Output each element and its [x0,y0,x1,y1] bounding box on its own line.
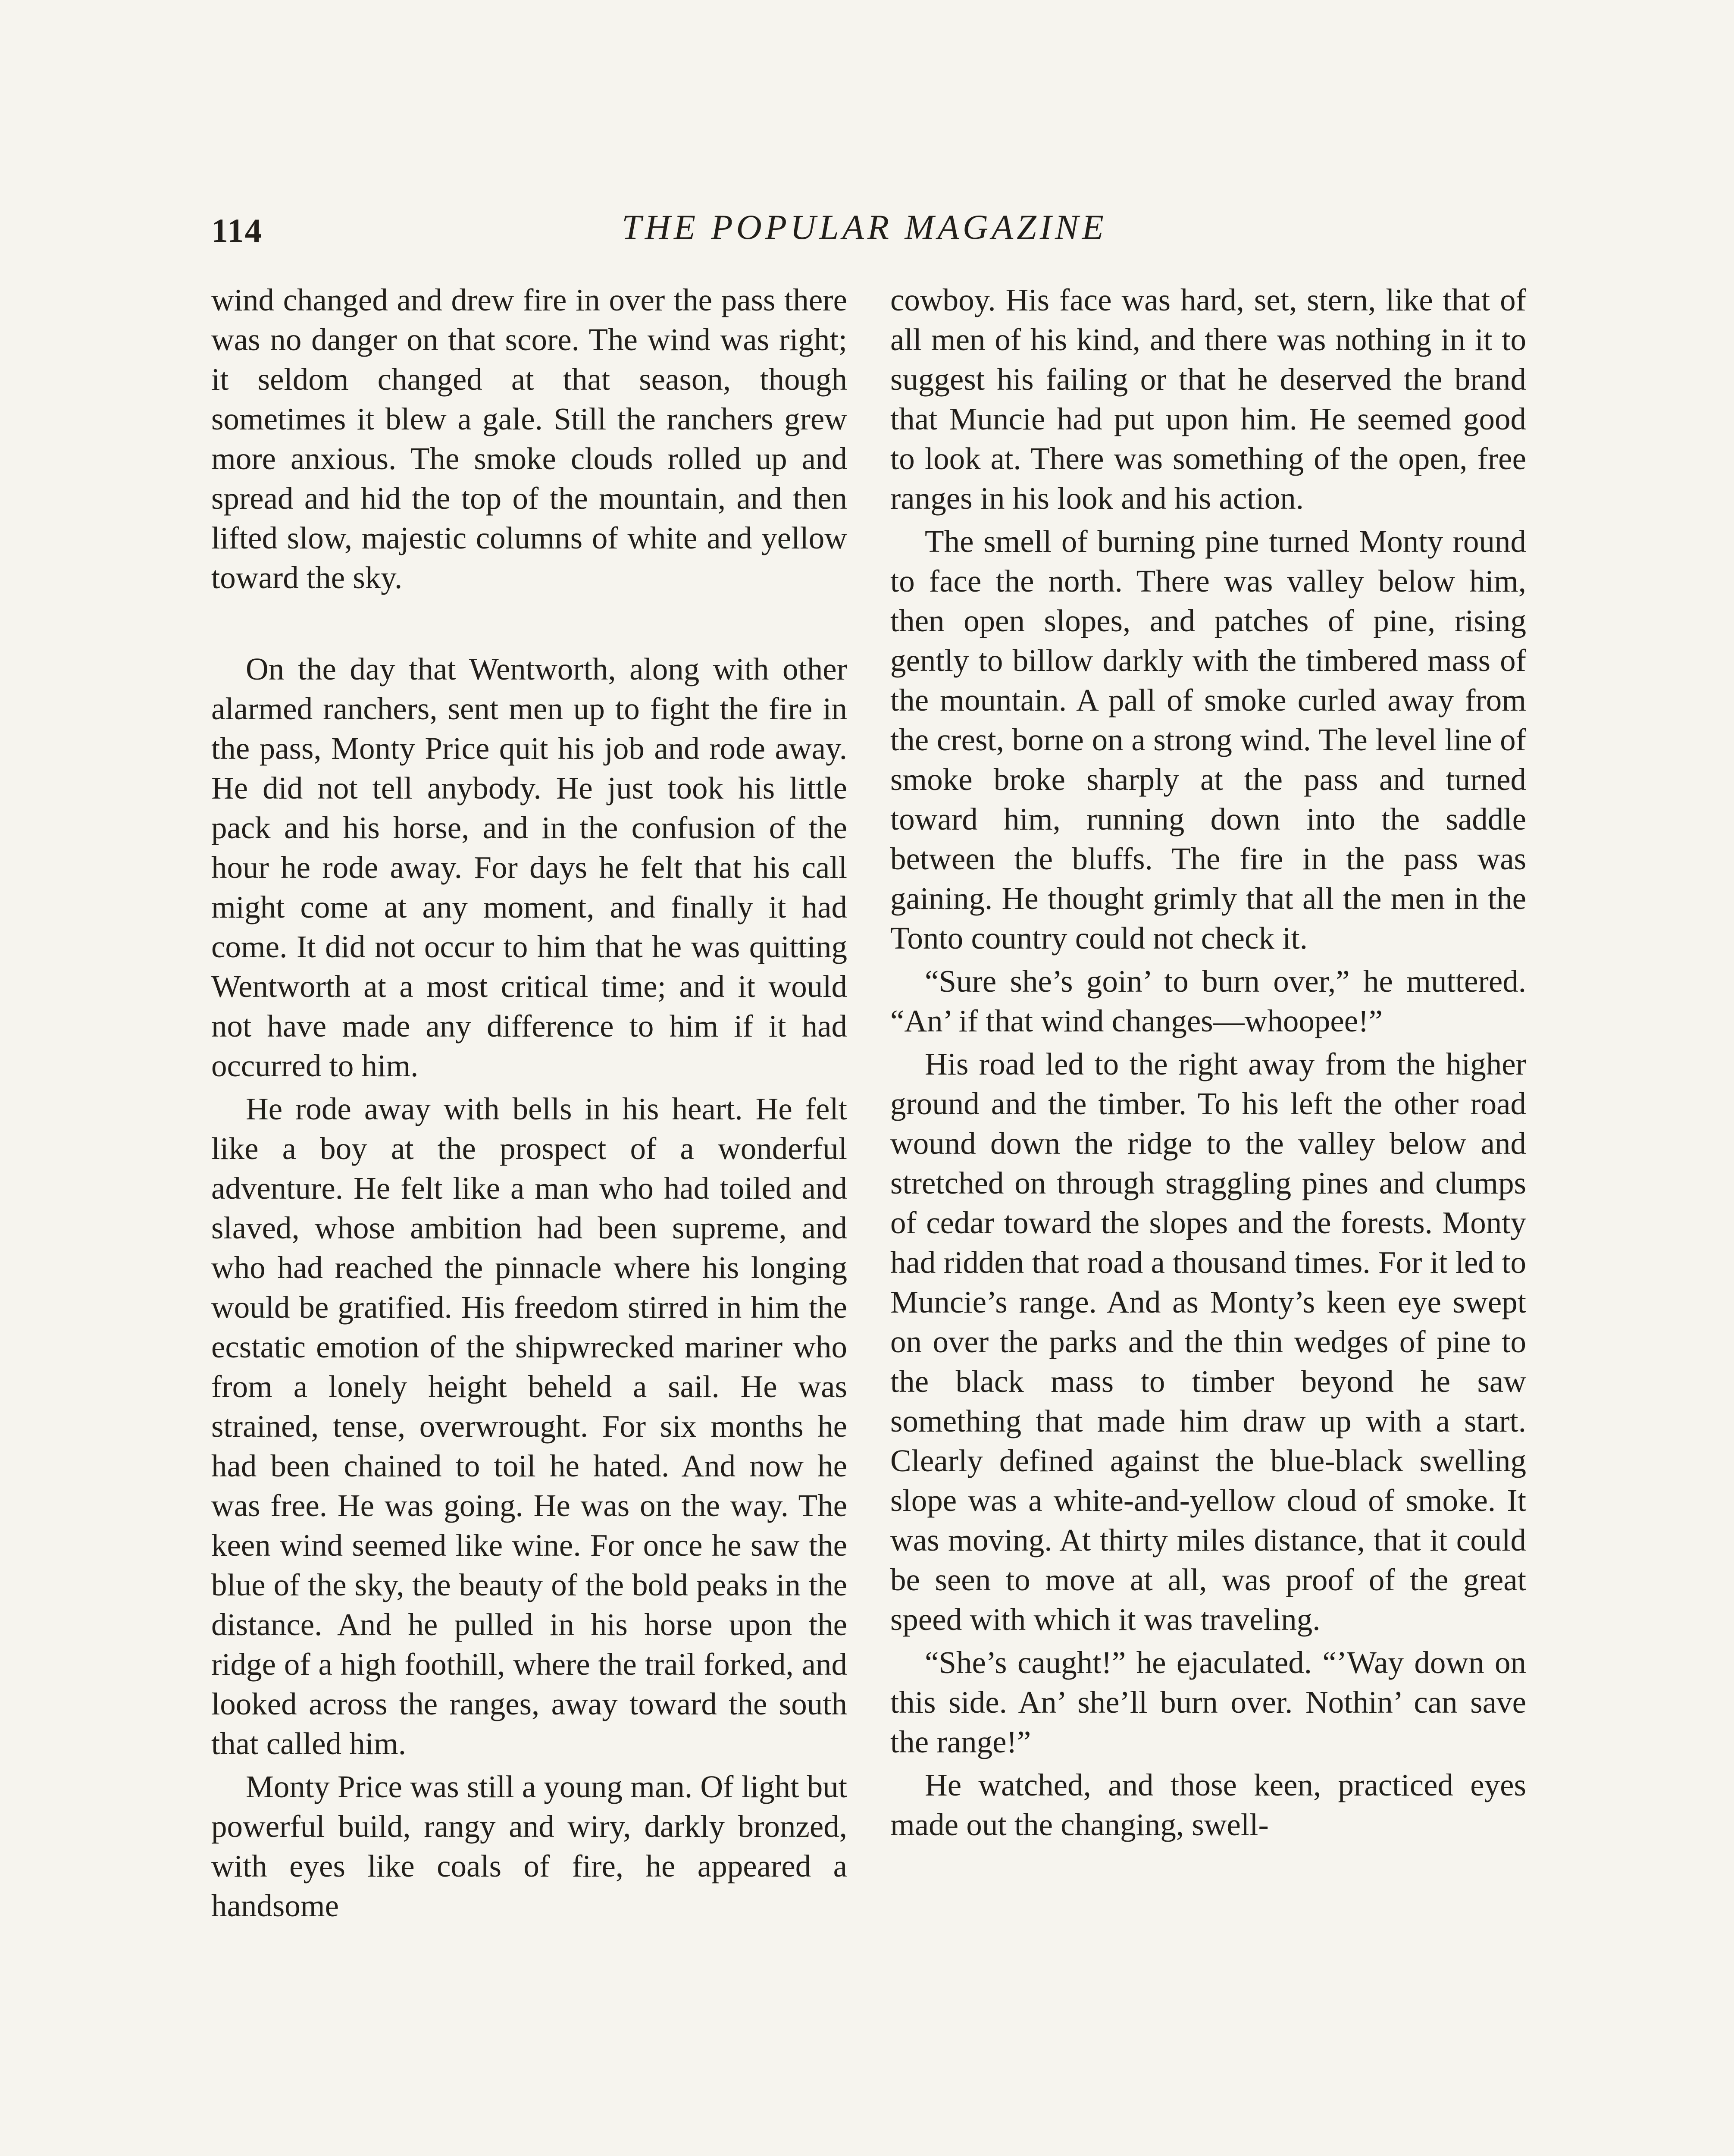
paragraph: wind changed and drew fire in over the pass there was no danger on that score. The wind was right; it seldom changed at that season, though sometimes it blew a gale. Still the ranchers grew more anxious. The smoke clouds rolled up and spread and hid the top of the mountain, and then lifted slow, majestic columns of white and yellow toward the sky. [211,282,847,595]
paragraph: The smell of burning pine turned Monty round to face the north. There was valley below him, then open slopes, and patches of pine, rising gently to billow darkly with the timbered mass of the mountain. A pall of smoke curled away from the crest, borne on a strong wind. The level line of smoke broke sharply at the pass and turned toward him, running down into the saddle between the bluffs. The fire in the pass was gaining. He thought grimly that all the men in the Tonto country could not check it. [890,524,1526,956]
paragraph: cowboy. His face was hard, set, stern, like that of all men of his kind, and there was nothing in it to suggest his failing or that he deserved the brand that Muncie had put upon him. He seemed good to look at. There was something of the open, free ranges in his look and his action. [890,282,1526,516]
paragraph: “Sure she’s goin’ to burn over,” he muttered. “An’ if that wind changes—whoopee!” [890,964,1526,1038]
left-column [211,280,847,1929]
running-title: THE POPULAR MAGAZINE [622,207,1107,247]
paragraph: On the day that Wentworth, along with other alarmed ranchers, sent men up to fight the fire in the pass, Monty Price quit his job and rode away. He did not tell anybody. He just took his little pack and his horse, and in the confusion of the hour he rode away. For days he felt that his call might come at any moment, and finally it had come. It did not occur to him that he was quitting Wentworth at a most critical time; and it would not have made any difference to him if it had occurred to him. [211,652,847,1083]
paragraph: His road led to the right away from the higher ground and the timber. To his left the other road wound down the ridge to the valley below and stretched on through straggling pines and clumps of cedar toward the slopes and the forests. Monty had ridden that road a thousand times. For it led to Muncie’s range. And as Monty’s keen eye swept on over the parks and the thin wedges of pine to the black mass to timber beyond he saw something that made him draw up with a start. Clearly defined against the blue-black swelling slope was a white-and-yellow cloud of smoke. It was moving. At thirty miles distance, that it could be seen to move at all, was proof of the great speed with which it was traveling. [890,1047,1526,1637]
paragraph: He rode away with bells in his heart. He felt like a boy at the prospect of a wonderful adventure. He felt like a man who had toiled and slaved, whose ambition had been supreme, and who had reached the pinnacle where his longing would be gratified. His freedom stirred in him the ecstatic emotion of the shipwrecked mariner who from a lonely height beheld a sail. He was strained, tense, overwrought. For six months he had been chained to toil he hated. And now he was free. He was going. He was on the way. The keen wind seemed like wine. For once he saw the blue of the sky, the beauty of the bold peaks in the distance. And he pulled in his horse upon the ridge of a high foothill, where the trail forked, and looked across the ranges, away toward the south that called him. [211,1091,847,1761]
paragraph: Monty Price was still a young man. Of light but powerful build, rangy and wiry, darkly bronzed, with eyes like coals of fire, he appeared a handsome [211,1769,847,1923]
right-column [890,280,1526,1848]
paragraph: He watched, and those keen, practiced eyes made out the changing, swell- [890,1767,1526,1842]
page-header [211,203,1518,263]
paragraph: “She’s caught!” he ejaculated. “’Way down on this side. An’ she’ll burn over. Nothin’ can save the range!” [890,1645,1526,1759]
page-number: 114 [211,212,263,249]
